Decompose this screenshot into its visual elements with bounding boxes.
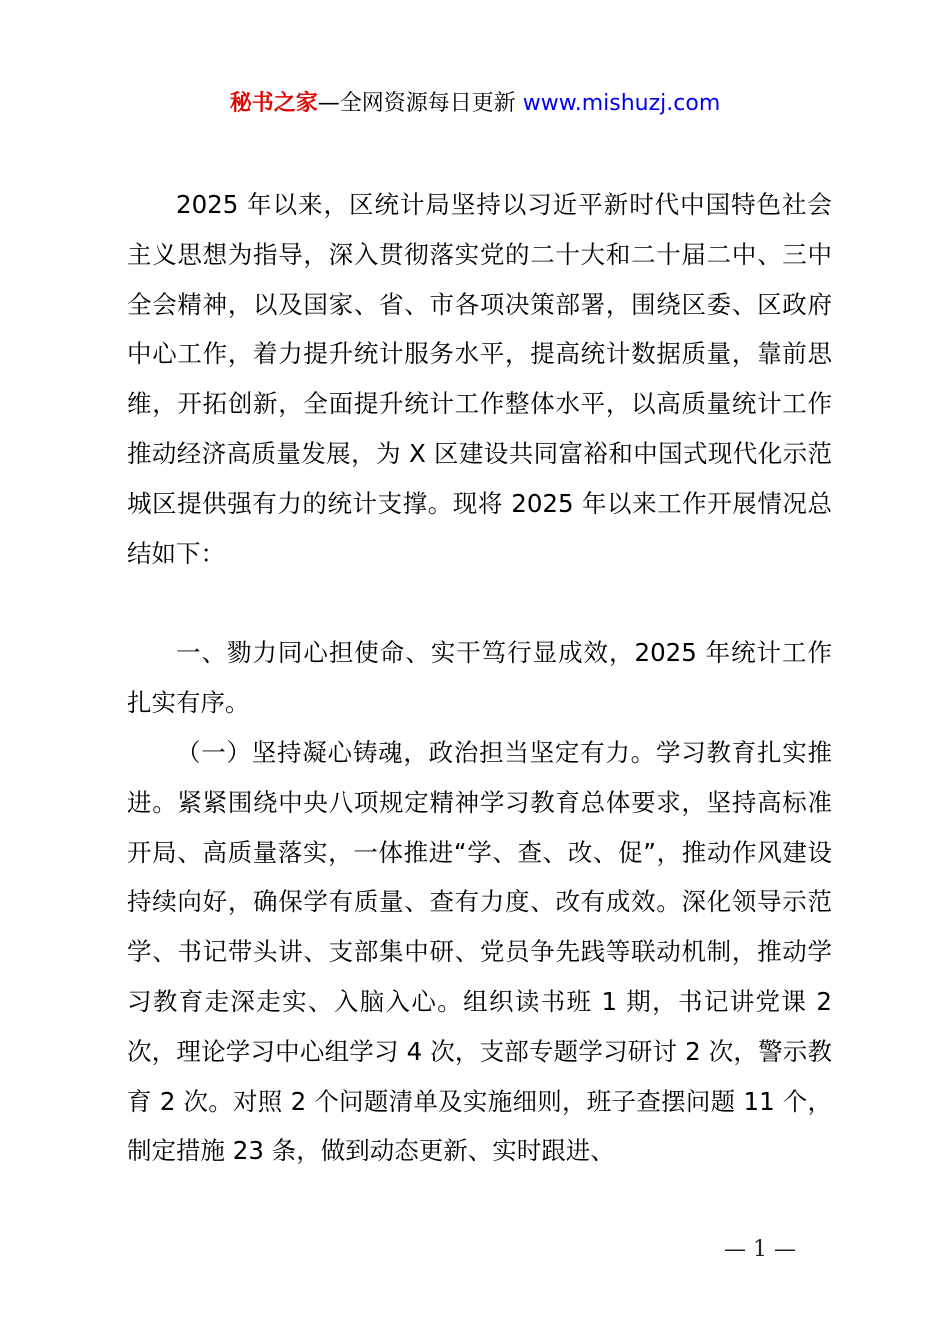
site-url[interactable]: www.mishuzj.com xyxy=(522,91,721,116)
subsection-one-paragraph: （一）坚持凝心铸魂，政治担当坚定有力。学习教育扎实推进。紧紧围绕中央八项规定精神学习教育总体要求，坚持高标准开局、高质量落实，一体推进“学、查、改、促”，推动作风建设持续向好，确保学有质量、查有力度、改有成效。深化领导示范学、书记带头讲、支部集中研、党员争先践等联动机制，推动学习教育走深走实、入脑入心。组织读书班 1 期，书记讲党课 2 次，理论学习中心组学习 4 次，支部专题学习研讨 2 次，警示教育 2 次。对照 2 个问题清单及实施细则，班子查摆问题 11 个，制定措施 23 条，做到动态更新、实时跟进、 xyxy=(127,738,832,1166)
header-slogan: —全网资源每日更新 xyxy=(317,91,523,116)
site-header xyxy=(0,86,950,122)
page-number: — 1 — xyxy=(724,1237,796,1262)
brand-name: 秘书之家 xyxy=(229,91,318,116)
intro-paragraph: 2025 年以来，区统计局坚持以习近平新时代中国特色社会主义思想为指导，深入贯彻落实党的二十大和二十届二中、三中全会精神，以及国家、省、市各项决策部署，围绕区委、区政府中心工作，着力提升统计服务水平，提高统计数据质量，靠前思维，开拓创新，全面提升统计工作整体水平，以高质量统计工作推动经济高质量发展，为 X 区建设共同富裕和中国式现代化示范城区提供强有力的统计支撑。现将 2025 年以来工作开展情况总结如下： xyxy=(127,190,832,568)
section-one-heading: 一、勠力同心担使命、实干笃行显成效，2025 年统计工作扎实有序。 xyxy=(127,638,832,717)
